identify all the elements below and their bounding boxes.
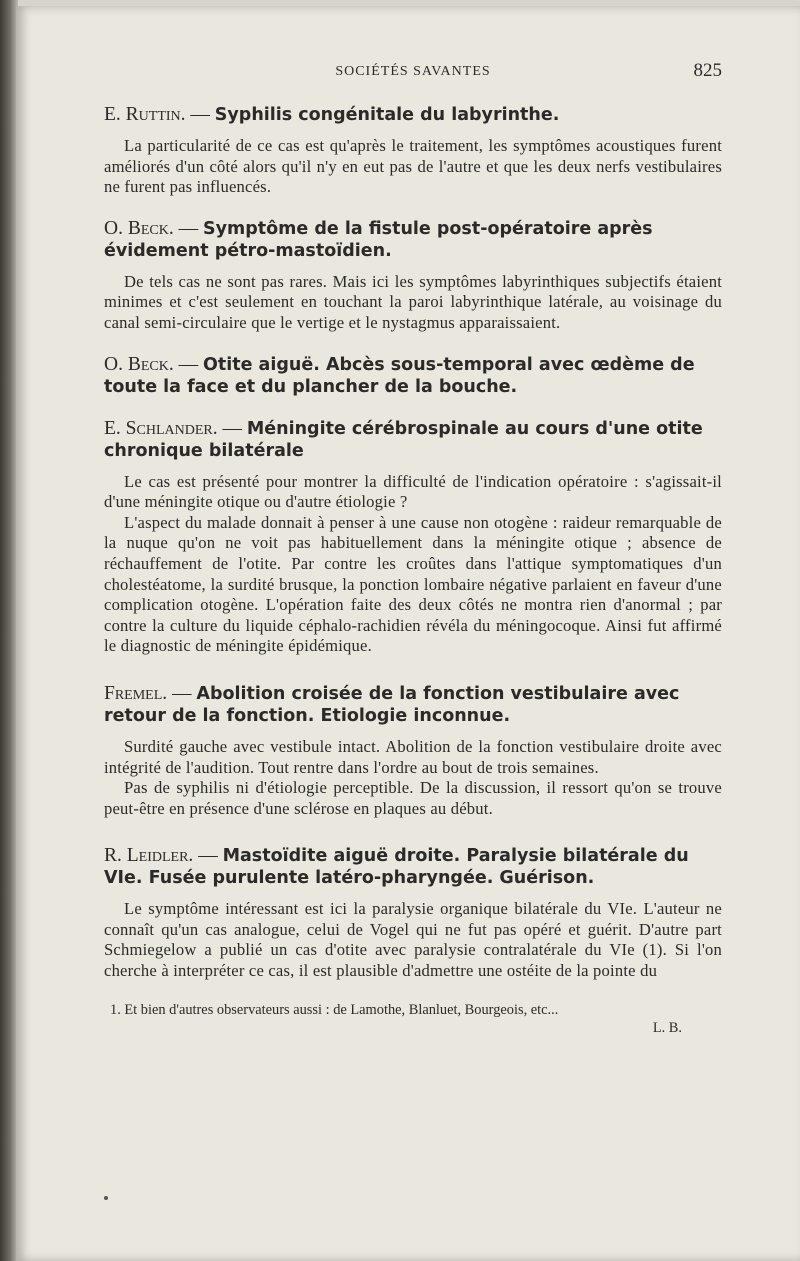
running-title: SOCIÉTÉS SAVANTES	[335, 64, 491, 79]
entry-ruttin	[104, 104, 722, 198]
entry-paragraph: Le cas est présenté pour montrer la difficulté de l'indication opératoire : s'agissait-il d'une méningite otique ou d'autre étiologie ?	[104, 471, 722, 512]
entry-title: Abolition croisée de la fonction vestibulaire avec retour de la fonction. Etiologie inconnue.	[104, 683, 680, 726]
page-content	[104, 60, 722, 1037]
entry-heading: R. Leidler. — Mastoïdite aiguë droite. Paralysie bilatérale du VIe. Fusée purulente latéro-pharyngée. Guérison.	[104, 845, 689, 889]
entry-author: O. Beck.	[104, 217, 174, 239]
entry-title: Otite aiguë. Abcès sous-temporal avec œdème de toute la face et du plancher de la bouche.	[104, 354, 695, 397]
entry-author: E. Schlander.	[104, 417, 218, 439]
signature: L. B.	[652, 1019, 682, 1036]
entry-author: O. Beck.	[104, 353, 174, 375]
entry-beck-fistule	[104, 218, 722, 334]
entry-leidler	[104, 845, 722, 981]
entry-fremel	[104, 683, 722, 819]
entry-heading: Fremel. — Abolition croisée de la fonction vestibulaire avec retour de la fonction. Etiologie inconnue.	[104, 682, 680, 726]
entry-beck-otite	[104, 354, 722, 398]
running-head	[104, 60, 722, 88]
entry-heading: E. Schlander. — Méningite cérébrospinale au cours d'une otite chronique bilatérale	[104, 417, 703, 461]
entry-paragraph: La particularité de ce cas est qu'après le traitement, les symptômes acoustiques furent améliorés d'un côté alors qu'il n'y en eut pas de l'autre et que les deux nerfs vestibulaires ne furent pas influencés.	[104, 136, 722, 197]
entry-title: Syphilis congénitale du labyrinthe.	[214, 105, 560, 125]
entry-paragraph: De tels cas ne sont pas rares. Mais ici les symptômes labyrinthiques subjectifs étaient minimes et c'est seulement en touchant la paroi labyrinthique latérale, au voisinage du canal semi-circulaire que le vertige et le nystagmus apparaissaient.	[104, 271, 722, 332]
entry-title: Symptôme de la fistule post-opératoire après évidement pétro-mastoïdien.	[104, 218, 653, 261]
entry-paragraph: Le symptôme intéressant est ici la paralysie organique bilatérale du VIe. L'auteur ne connaît qu'un cas analogue, celui de Vogel qui ne fut pas opéré et guérit. D'autre part Schmiegelow a publié un cas d'otite avec paralysie contralatérale du VIe (1). Si l'on cherche à interpréter ce cas, il est plausible d'admettre une ostéite de la pointe du	[104, 899, 722, 981]
footnote: 1. Et bien d'autres observateurs aussi : de Lamothe, Blanluet, Bourgeois, etc...	[110, 1001, 559, 1018]
entry-author: Fremel.	[104, 682, 168, 704]
entry-heading: O. Beck. — Otite aiguë. Abcès sous-temporal avec œdème de toute la face et du plancher de la bouche.	[104, 353, 695, 397]
entry-title: Méningite cérébrospinale au cours d'une otite chronique bilatérale	[104, 418, 703, 461]
ink-speck	[104, 1196, 108, 1200]
entry-heading: E. Ruttin. — Syphilis congénitale du labyrinthe.	[104, 104, 560, 125]
entry-title: Mastoïdite aiguë droite. Paralysie bilatérale du VIe. Fusée purulente latéro-pharyngée. Guérison.	[104, 846, 689, 889]
page-number: 825	[693, 60, 722, 81]
entry-paragraph: Surdité gauche avec vestibule intact. Abolition de la fonction vestibulaire droite avec intégrité de l'audition. Tout rentre dans l'ordre au bout de trois semaines.	[104, 736, 722, 777]
entry-author: R. Leidler.	[104, 845, 194, 867]
entry-author: E. Ruttin.	[104, 104, 186, 125]
entry-paragraph: Pas de syphilis ni d'étiologie perceptible. De la discussion, il ressort qu'on se trouve peut-être en présence d'une sclérose en plaques au début.	[104, 778, 722, 818]
entry-schlander	[104, 418, 722, 657]
entry-heading: O. Beck. — Symptôme de la fistule post-opératoire après évidement pétro-mastoïdien.	[104, 217, 653, 261]
entry-paragraph: L'aspect du malade donnait à penser à une cause non otogène : raideur remarquable de la nuque qu'on ne voit pas habituellement dans la méningite otique ; absence de réchauffement de l'otite. Par contre les croûtes dans l'attique symptomatiques d'un cholestéatome, la surdité brusque, la ponction lombaire négative parlaient en faveur d'une complication otogène. L'opération faite des deux côtés ne montra rien d'anormal ; par contre la culture du liquide céphalo-rachidien révéla du méningocoque. Ainsi fut affirmé le diagnostic de méningite épidémique.	[104, 512, 722, 656]
